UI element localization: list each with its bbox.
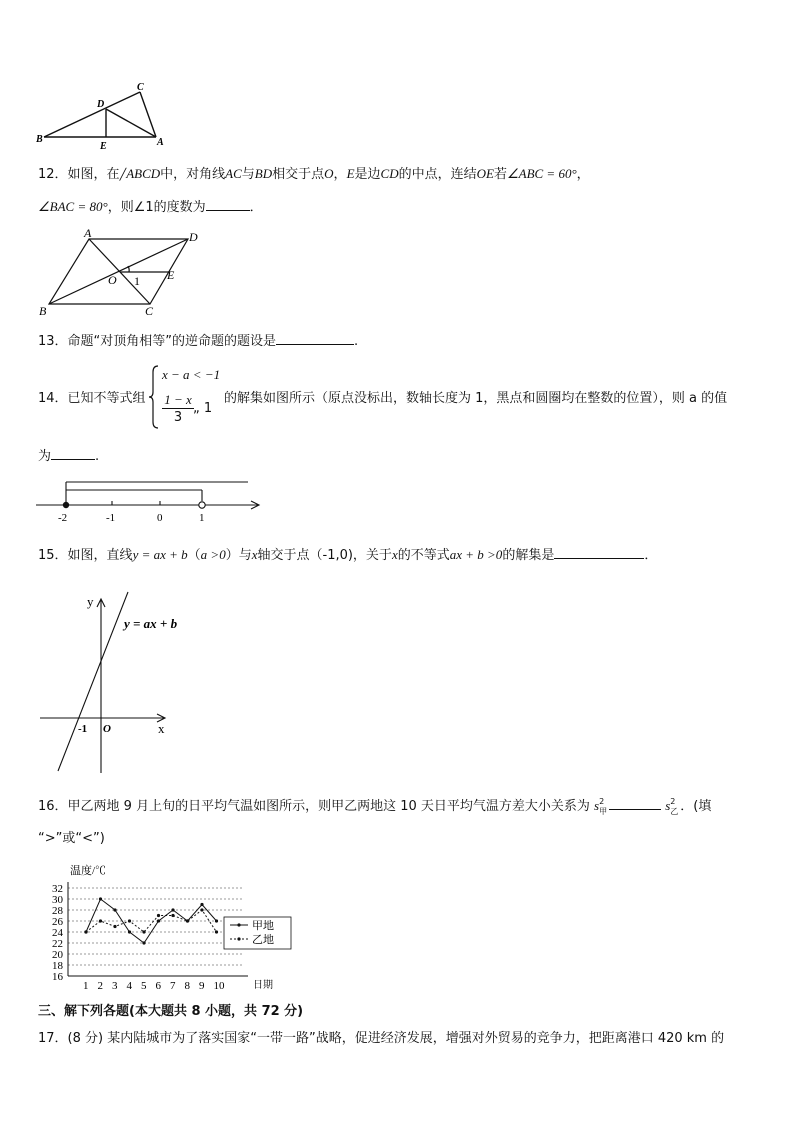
series-1-point [215, 919, 218, 922]
number-line [36, 474, 266, 526]
y-tick-labels [52, 883, 64, 983]
y-tick-label: 18 [52, 960, 63, 972]
triangle-figure [36, 82, 166, 152]
inequality-2-tail: „ 1 [193, 401, 213, 416]
label-a: A [84, 226, 92, 240]
parallelogram-symbol: ╱ [119, 168, 127, 181]
y-tick-label: 24 [52, 927, 63, 939]
x-tick-label: 1 [83, 980, 89, 992]
q13-number: 13． [38, 334, 68, 349]
series-2-point [84, 930, 87, 933]
origin-label: O [103, 723, 111, 735]
grid-lines [68, 888, 243, 965]
y-tick-label: 20 [52, 949, 63, 961]
x-axis-label: x [158, 721, 165, 736]
label-e: E [167, 268, 175, 282]
answer-blank[interactable] [206, 198, 250, 211]
label-e: E [100, 141, 107, 152]
answer-blank[interactable] [51, 447, 95, 460]
x-tick-label: 8 [184, 980, 190, 992]
series-2-point [113, 925, 116, 928]
series-1-point [157, 919, 160, 922]
brace [148, 364, 160, 430]
legend [224, 917, 291, 949]
series-2-point [200, 908, 203, 911]
label-angle-1: 1 [134, 274, 140, 288]
x-tick-label: 5 [141, 980, 147, 992]
series-1-point [142, 941, 145, 944]
x-tick-label: 4 [126, 980, 132, 992]
series-1-point [113, 908, 116, 911]
q12-line1: 12．如图，在╱ABCD中，对角线AC与BD相交于点O，E是边CD的中点，连结OE若∠ABC = 60°， [38, 166, 590, 182]
legend-series-1: 甲地 [252, 920, 274, 932]
answer-blank[interactable] [609, 797, 661, 810]
q15: 15．如图，直线y = ax + b（a >0）与x轴交于点（-1,0)，关于x的不等式ax + b >0的解集是 ． [38, 547, 658, 563]
series-2-point [142, 930, 145, 933]
q14-lead: 14．已知不等式组 [38, 391, 146, 406]
q14-text: 的解集如图所示（原点没标出，数轴长度为 1，黑点和圆圈均在整数的位置），则 a 的值 [224, 391, 728, 406]
y-tick-label: 26 [52, 916, 63, 928]
tick-label: -2 [58, 512, 68, 524]
label-a: A [157, 137, 164, 148]
x-axis-title: 日期 [253, 980, 273, 991]
section-title: 三、解下列各题(本大题共 8 小题，共 72 分) [38, 1004, 304, 1019]
x-tick-labels [83, 980, 225, 992]
q17: 17．(8 分) 某内陆城市为了落实国家“一带一路”战略，促进经济发展，增强对外贸易的竞争力，把距离港口 420 km 的 [38, 1031, 725, 1046]
label-o: O [108, 273, 117, 287]
answer-blank[interactable] [276, 332, 354, 345]
y-tick-label: 16 [52, 971, 63, 983]
series-2-point [99, 919, 102, 922]
label-d: D [189, 230, 198, 244]
line-equation-label: y = ax + b [124, 616, 178, 631]
tick-label: -1 [106, 512, 116, 524]
answer-blank[interactable] [554, 546, 644, 559]
y-tick-label: 32 [52, 883, 63, 895]
x-tick-label: 7 [170, 980, 176, 992]
q14-number: 14． [38, 391, 68, 406]
x-tick-label: 2 [97, 980, 103, 992]
y-tick-label: 30 [52, 894, 63, 906]
q12-line2: ∠BAC = 80°，则∠1的度数为 ． [38, 199, 263, 215]
closed-dot [63, 502, 69, 508]
x-tick-label: 6 [155, 980, 161, 992]
q17-number: 17． [38, 1031, 68, 1046]
q13: 13．命题“对顶角相等”的逆命题的题设是 . [38, 334, 359, 349]
y-tick-label: 22 [52, 938, 63, 950]
q12-number: 12． [38, 167, 68, 182]
q16-line1: 16．甲乙两地 9 月上旬的日平均气温如图所示，则甲乙两地这 10 天日平均气温方差大小关系为 s 2 甲 s 2 乙 ．(填 [38, 797, 712, 816]
series-2-point [215, 930, 218, 933]
label-c: C [137, 82, 144, 93]
q16-number: 16． [38, 799, 68, 814]
q14-line2: 为 . [38, 449, 100, 464]
label-b: B [36, 134, 43, 145]
fraction-numerator: 1 − x [162, 392, 194, 409]
intercept-label: -1 [78, 723, 88, 735]
series-2-point [171, 914, 174, 917]
y-axis-title: 温度/℃ [70, 865, 107, 877]
legend-series-2: 乙地 [252, 934, 274, 946]
x-tick-label: 3 [112, 980, 118, 992]
q16-line2: “>”或“<”) [38, 831, 105, 846]
series-2-point [157, 914, 160, 917]
y-tick-label: 28 [52, 905, 63, 917]
open-circle [199, 502, 205, 508]
x-tick-label: 10 [213, 980, 225, 992]
parallelogram-figure [36, 226, 206, 318]
y-axis-label: y [87, 594, 94, 609]
series-1-point [99, 897, 102, 900]
label-d: D [97, 99, 105, 110]
series-1-point [171, 908, 174, 911]
tick-label: 1 [199, 512, 205, 524]
inequality-1: x − a < −1 [162, 367, 221, 382]
label-b: B [39, 304, 47, 318]
label-c: C [145, 304, 154, 318]
q15-number: 15． [38, 548, 68, 563]
temperature-chart [38, 862, 298, 996]
inequality-2 [162, 392, 194, 427]
x-tick-label: 9 [199, 980, 205, 992]
series-1-point [200, 903, 203, 906]
linear-function-graph [36, 588, 216, 778]
series-1-point [128, 930, 131, 933]
series-2-point [128, 919, 131, 922]
tick-label: 0 [157, 512, 163, 524]
fraction-denominator: 3 [173, 410, 183, 425]
series-2-point [186, 919, 189, 922]
